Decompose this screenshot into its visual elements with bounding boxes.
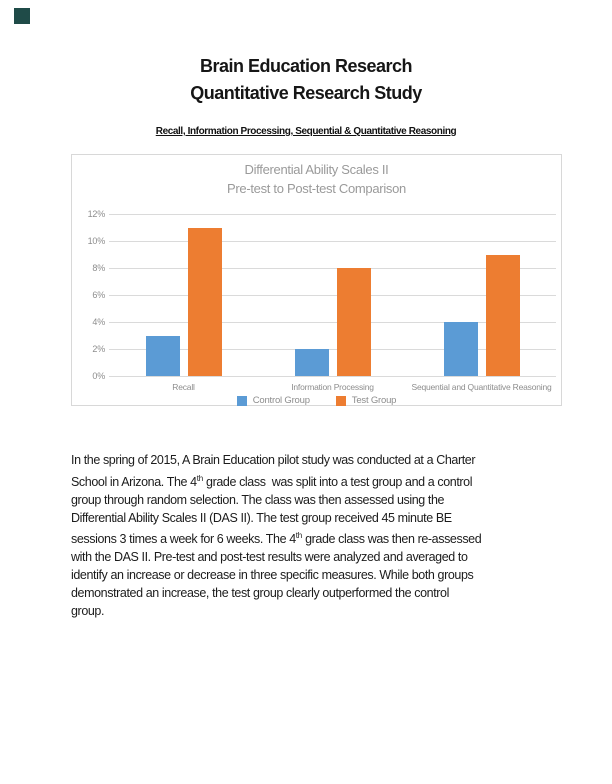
page-corner-mark (14, 8, 30, 24)
y-axis-tick-label: 12% (87, 209, 105, 219)
y-axis-tick-label: 4% (92, 317, 105, 327)
gridline (109, 376, 556, 377)
bar (146, 336, 180, 377)
paragraph-line: demonstrated an increase, the test group clearly outperformed the control (71, 585, 449, 600)
bar (295, 349, 329, 376)
legend-swatch (336, 396, 346, 406)
y-axis-tick-label: 2% (92, 344, 105, 354)
x-axis-category-label: Recall (172, 382, 195, 392)
bar (486, 255, 520, 377)
legend-item (237, 395, 310, 406)
chart-plot-area (72, 155, 561, 405)
y-axis-tick-label: 8% (92, 263, 105, 273)
x-axis-category-label: Sequential and Quantitative Reasoning (411, 382, 552, 392)
chart-title: Differential Ability Scales II (244, 162, 389, 177)
y-axis-tick-label: 6% (92, 290, 105, 300)
paragraph-line: Differential Ability Scales II (DAS II). The test group received 45 minute BE (71, 510, 452, 525)
legend-label: Control Group (252, 395, 310, 406)
paragraph-line: group. (71, 603, 105, 618)
paragraph-line: sessions 3 times a week for 6 weeks. The 4th grade class was then re-assessed (71, 531, 482, 547)
section-heading: Recall, Information Processing, Sequential & Quantitative Reasoning (155, 126, 457, 137)
body-paragraph (71, 452, 551, 620)
gridline (109, 214, 556, 215)
chart-legend (72, 395, 561, 406)
document-title-line-2: Quantitative Research Study (190, 83, 422, 103)
legend-item (336, 395, 396, 406)
legend-swatch (237, 396, 247, 406)
bar (188, 228, 222, 377)
y-axis-tick-label: 10% (87, 236, 105, 246)
y-axis-tick-label: 0% (92, 371, 105, 381)
paragraph-line: with the DAS II. Pre-test and post-test results were analyzed and averaged to (71, 550, 468, 565)
gridline (109, 241, 556, 242)
chart-frame (71, 154, 562, 406)
paragraph-line: identify an increase or decrease in three specific measures. While both groups (71, 568, 474, 583)
paragraph-line: group through random selection. The class was then assessed using the (71, 492, 445, 507)
paragraph-line: In the spring of 2015, A Brain Education pilot study was conducted at a Charter (71, 453, 476, 467)
bar (444, 322, 478, 376)
document-title-line-1: Brain Education Research (199, 56, 413, 76)
x-axis-category-label: Information Processing (291, 382, 374, 392)
legend-label: Test Group (351, 395, 397, 406)
paragraph-line: School in Arizona. The 4th grade class was split into a test group and a control (71, 473, 473, 489)
bar (337, 268, 371, 376)
chart-subtitle: Pre-test to Post-test Comparison (227, 180, 406, 196)
